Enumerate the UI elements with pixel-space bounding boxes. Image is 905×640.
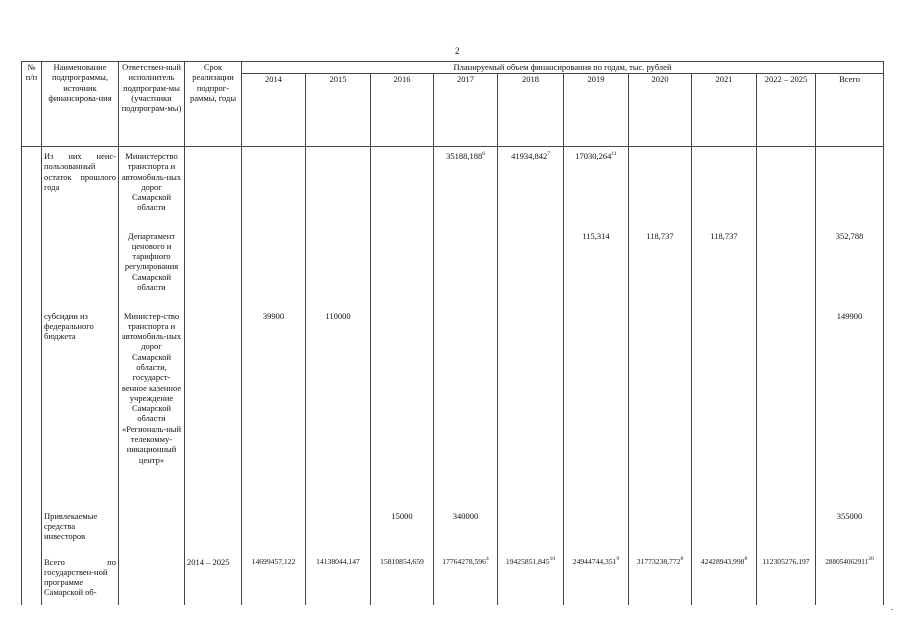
- header-name: Наименование подпрограммы, источник финансирова-ния: [42, 62, 119, 147]
- page-mark: .: [891, 602, 894, 612]
- row-term: 2014 – 2025: [185, 553, 242, 605]
- cell-value: 41934,842: [511, 151, 548, 161]
- cell-value: 24944744,351: [572, 556, 617, 566]
- cell-footnote: 10: [549, 555, 556, 562]
- row-name: Привлекаемые средства инвесторов: [42, 507, 119, 553]
- cell-value: 340000: [452, 510, 479, 521]
- cell-value: 118,737: [646, 230, 674, 241]
- cell-value: 110000: [325, 310, 351, 321]
- header-responsible: Ответствен-ный исполнитель подпрограм-мы (участники подпрограм-мы): [119, 62, 185, 147]
- row-name: Всего по государствен-ной программе Самарской об-: [42, 553, 119, 605]
- financing-table: [21, 61, 884, 605]
- cell-value: 352,788: [835, 230, 864, 241]
- page-number: 2: [455, 46, 460, 56]
- header-term: Срок реализации подпрог-раммы, годы: [185, 62, 242, 147]
- header-year: 2019: [564, 74, 629, 147]
- header-year: 2022 – 2025: [757, 74, 816, 147]
- cell-value: 149900: [836, 310, 863, 321]
- cell-value: 35188,188: [446, 151, 483, 161]
- cell-value: 17030,264: [575, 151, 612, 161]
- cell-value: 19425851,845: [505, 556, 550, 566]
- cell-value: 112305276,197: [762, 556, 810, 566]
- row-term: [185, 507, 242, 553]
- cell-footnote: 8: [744, 555, 748, 562]
- row-name: Из них неис-пользованный остаток прошлого года: [42, 147, 119, 227]
- header-year: 2021: [692, 74, 757, 147]
- cell-footnote: 6: [482, 151, 485, 157]
- row-responsible: Министер-ство транспорта и автомобиль-ных дорог Самарской области, государст-венное казенное учреждение Самарской области «Региональ-ный телекомму-никационный центр»: [119, 307, 185, 507]
- cell-footnote: 7: [547, 151, 550, 157]
- row-name: [42, 227, 119, 307]
- header-row-1: [22, 62, 884, 74]
- cell-value: 31773238,772: [636, 556, 681, 566]
- row-responsible: [119, 507, 185, 553]
- cell-value: 15000: [391, 510, 413, 521]
- cell-footnote: 20: [868, 555, 874, 562]
- table-row: [22, 227, 884, 307]
- row-term: [185, 147, 242, 227]
- header-total: Всего: [816, 74, 884, 147]
- header-year: 2015: [306, 74, 371, 147]
- row-term: [185, 307, 242, 507]
- cell-value: 17764278,596: [442, 556, 486, 566]
- cell-value: 14699457,122: [251, 556, 296, 566]
- header-num: № п/п: [22, 62, 42, 147]
- header-financing: Планируемый объем финансирования по годам, тыс. рублей: [242, 62, 884, 74]
- cell-value: 355000: [836, 510, 863, 521]
- cell-value: 39900: [262, 310, 285, 321]
- row-name: субсидии из федерального бюджета: [42, 307, 119, 507]
- cell-value: 15810854,659: [380, 556, 424, 566]
- header-year: 2014: [242, 74, 306, 147]
- header-year: 2018: [498, 74, 564, 147]
- table-row: [22, 307, 884, 507]
- header-year: 2017: [434, 74, 498, 147]
- row-responsible: Департамент ценового и тарифного регулирования Самарской области: [119, 227, 185, 307]
- row-responsible: Министерство транспорта и автомобиль-ных дорог Самарской области: [119, 147, 185, 227]
- cell-footnote: 11: [611, 151, 617, 157]
- header-year: 2016: [371, 74, 434, 147]
- table-row: [22, 507, 884, 553]
- header-year: 2020: [629, 74, 692, 147]
- row-term: [185, 227, 242, 307]
- cell-value: 14138044,147: [316, 556, 360, 566]
- cell-value: 118,737: [710, 230, 738, 241]
- cell-footnote: 9: [616, 555, 620, 562]
- cell-value: 42428943,998: [700, 556, 745, 566]
- table-row: [22, 147, 884, 227]
- cell-footnote: 8: [680, 555, 684, 562]
- cell-value: 288054062911: [825, 557, 869, 566]
- table-row: [22, 553, 884, 605]
- cell-value: 115,314: [582, 230, 610, 241]
- row-responsible: [119, 553, 185, 605]
- cell-footnote: 4: [485, 555, 489, 562]
